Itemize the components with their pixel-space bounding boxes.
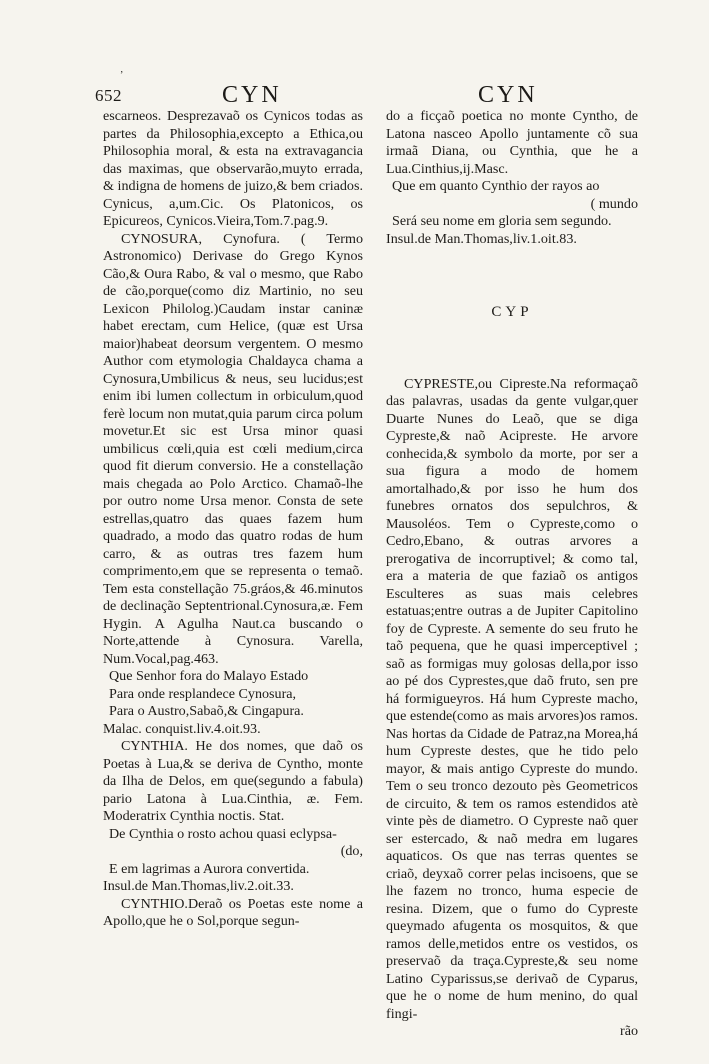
verse-line: Para o Austro,Sabaõ,& Cingapura. [109,703,304,719]
entry-cynthio-continued: do a ficçaõ poetica no monte Cyntho, de Latona nasceo Apollo juntamente cõ sua irmaã Diana, ou Cynthia, que he a Lua.Cinthius,ij.Masc. [386,108,638,177]
running-head-right: CYN [478,82,538,108]
verse-quote-3 [386,178,638,231]
entry-cynosura: CYNOSURA, Cynofura. ( Termo Astronomico) Derivase do Grego Kynos Cão,& Oura Rabo, & val o mesmo, que Rabo de cão,porque(como diz Martinio, no seu Lexicon Philolog.)Caudam instar caninæ habet erectam, cum Helice, (quæ est Ursa maior)habeat deorsum vergentem. O mesmo Author com etymologia Chaldayca chama a Cynosura,Umbilicus & neus, seu lucidus;est enim ibi lumen collectum in orbiculum,quod ferè locum non mutat,quia parum circa polum movetur.Et sic est Ursa minor quasi umbilicus cœli,quia est cœli medium,circa quod fit dierum conversio. He a constellação mais chegada ao Polo Arctico. Chamaõ-lhe por outro nome Ursa menor. Consta de sete estrellas,quatro das quaes fazem hum quadrado, a modo das quatro rodas de hum carro, & as outras tres fazem hum comprimento,em que se representa o temaõ. Tem esta constellação 75.gráos,& 46.minutos de declinação Septentrional.Cynosura,æ. Fem Hygin. A Agulha Naut.ca buscando o Norte,attende à Cynosura. Varella, Num.Vocal,pag.463. [103,230,363,667]
verse-line: De Cynthia o rosto achou quasi eclypsa- [109,825,337,842]
verse-source: Malac. conquist.liv.4.oit.93. [103,720,261,737]
running-head-left: CYN [222,82,282,108]
entry-cynthia: CYNTHIA. He dos nomes, que daõ os Poetas à Lua,& se deriva de Cyntho, monte da Ilha de Delos, em que(segundo a fabula) pario Latona à Lua.Cinthia, æ. Fem. Moderatrix Cynthia noctis. Stat. [103,738,363,824]
entry-cynicos-continued: escarneos. Desprezavaõ os Cynicos todas as partes da Philosophia,excepto a Ethica,ou Philosophia moral, & esta na extravagancia das maximas, que observarão,muyto errada, & indigna de homens de juizo,& bem criados. Cynicus, a,um.Cic. Os Platonicos, os Epicureos, Cynicos.Vieira,Tom.7.pag.9. [103,108,363,229]
verse-line: Que em quanto Cynthio der rayos ao [392,178,600,194]
verse-quote-1 [103,668,363,721]
page-number: 652 [95,86,122,105]
verse-turnover: ( mundo [590,195,638,212]
section-heading: CYP [491,304,533,320]
entry-cynthio: CYNTHIO.Deraõ os Poetas este nome a Apollo,que he o Sol,porque segun- [103,895,363,929]
margin-mark: ‚ [120,64,124,75]
right-column [386,108,638,1041]
verse-line: E em lagrimas a Aurora convertida. [109,860,310,877]
verse-quote-2 [103,826,363,879]
catchword: rão [620,1023,638,1039]
verse-turnover: (do, [340,843,363,859]
verse-line: Que Senhor fora do Malayo Estado [109,668,309,684]
entry-cypreste: CYPRESTE,ou Cipreste.Na reformaçaõ das palavras, usadas da gente vulgar,quer Duarte Nunes do Leaõ, que se diga Cypreste,& naõ Acipreste. He arvore conhecida,& symbolo da morte, por ser a sua figura a modo de homem amortalhado,& por isso he hum dos funebres ornatos dos sepulchros, & Mausoléos. Tem o Cypreste,como o Cedro,Ebano, & outras arvores a prerogativa de incorruptivel; & como tal, era a materia de que faziaõ os antigos Esculteres as suas mais celebres estatuas;entre outras a de Jupiter Capitolino foy de Cypreste. A semente do seu fruto he taõ pequena, que he quasi imperceptivel ; saõ as formigas muy golosas della,por isso ao pé dos Cyprestes,que daõ fruto, sen pre há formigueyros. Há hum Cypreste macho, que estende(como as mais arvores)os ramos. Nas hortas da Cidade de Patraz,na Morea,há hum Cypreste destes, que he tido pelo mayor, & mais antigo Cypreste do mundo. Tem o seu tronco dezouto pès Geometricos de circuito, & tem os ramos estendidos atè vinte pès de diametro. O Cypreste naõ quer ser estercado, & naõ medra em lugares aquaticos. Os que nas terras quentes se criaõ, deyxaõ correr pelas incisoens, que se lhe fazem no tronco, huma especie de resina. Dizem, que o fumo do Cypreste queymado afugenta os mosquitos, & que ramos delle,metidos entre os vestidos, os preservaõ da traça.Cypreste,& seu nome Latino Cyparissus,se derivaõ de Cyparus, que he o nome de hum menino, do qual fingi- [386,375,638,1022]
verse-line: Será seu nome em gloria sem segundo. [392,213,612,229]
verse-source: Insul.de Man.Thomas,liv.1.oit.83. [386,230,577,247]
verse-line: Para onde resplandece Cynosura, [109,685,297,702]
verse-source: Insul.de Man.Thomas,liv.2.oit.33. [103,878,294,894]
left-column [103,108,363,931]
